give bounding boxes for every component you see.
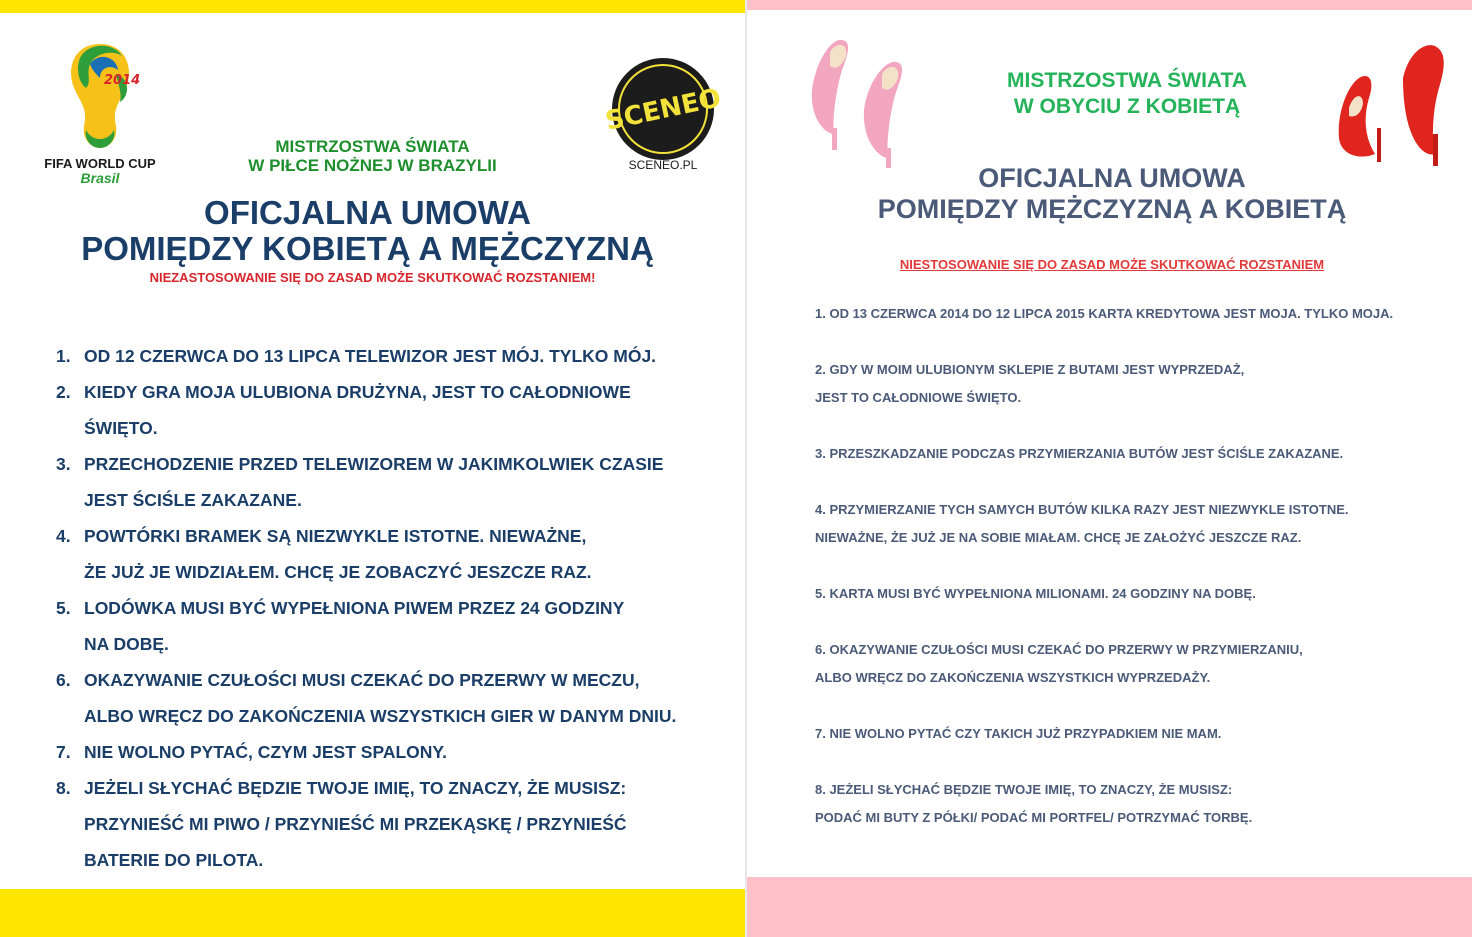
left-competition-line2: W PIŁCE NOŻNEJ W BRAZYLII bbox=[248, 156, 497, 175]
left-warning-text: NIEZASTOSOWANIE SIĘ DO ZASAD MOŻE SKUTKOWAĆ ROZSTANIEM! bbox=[149, 270, 596, 285]
left-rule-number: 3. bbox=[56, 454, 71, 474]
left-rule-line bbox=[56, 662, 736, 698]
left-rule-number: 8. bbox=[56, 778, 71, 798]
right-rule-item bbox=[815, 300, 1465, 328]
left-rule-line bbox=[56, 554, 736, 590]
right-rule-item bbox=[815, 636, 1465, 692]
left-rule-number: 6. bbox=[56, 670, 71, 690]
right-competition-line2: W OBYCIU Z KOBIETĄ bbox=[1013, 95, 1241, 118]
left-top-yellow-bar bbox=[0, 0, 745, 13]
right-rule-item bbox=[815, 776, 1465, 832]
left-rule-line bbox=[56, 518, 736, 554]
left-bottom-yellow-bar bbox=[0, 889, 745, 937]
left-rule-number: 2. bbox=[56, 382, 71, 402]
right-rule-line: NIEWAŻNE, ŻE JUŻ JE NA SOBIE MIAŁAM. CHCĘ JE ZAŁOŻYĆ JESZCZE RAZ. bbox=[815, 530, 1302, 545]
right-rule-spacer bbox=[815, 608, 1465, 636]
right-title-line1: OFICJALNA UMOWA bbox=[978, 163, 1246, 193]
left-competition-heading bbox=[200, 137, 545, 175]
right-rule-line: JEST TO CAŁODNIOWE ŚWIĘTO. bbox=[815, 390, 1022, 405]
right-rule-spacer bbox=[815, 748, 1465, 776]
right-rule-line: 1. OD 13 CZERWCA 2014 DO 12 LIPCA 2015 KARTA KREDYTOWA JEST MOJA. TYLKO MOJA. bbox=[815, 306, 1394, 321]
pink-high-heels-icon bbox=[802, 30, 942, 170]
right-rule-spacer bbox=[815, 692, 1465, 720]
left-rule-line bbox=[56, 734, 736, 770]
left-rule-text: JEST ŚCIŚLE ZAKAZANE. bbox=[84, 490, 302, 510]
right-title-line2: POMIĘDZY MĘŻCZYZNĄ A KOBIETĄ bbox=[877, 194, 1347, 224]
right-rule-item bbox=[815, 580, 1465, 608]
right-rule-line: 5. KARTA MUSI BYĆ WYPEŁNIONA MILIONAMI. 24 GODZINY NA DOBĘ. bbox=[815, 586, 1256, 601]
svg-text:SCENEO: SCENEO bbox=[602, 83, 724, 137]
left-rule-text: OKAZYWANIE CZUŁOŚCI MUSI CZEKAĆ DO PRZERWY W MECZU, bbox=[84, 670, 640, 690]
right-rule-spacer bbox=[815, 412, 1465, 440]
left-rule-indent bbox=[56, 698, 84, 734]
left-rule-text: KIEDY GRA MOJA ULUBIONA DRUŻYNA, JEST TO CAŁODNIOWE bbox=[84, 382, 631, 402]
right-rule-line: 3. PRZESZKADZANIE PODCZAS PRZYMIERZANIA BUTÓW JEST ŚCIŚLE ZAKAZANE. bbox=[815, 446, 1344, 461]
left-rule-line bbox=[56, 482, 736, 518]
left-rule-indent bbox=[56, 842, 84, 878]
left-title-line1: OFICJALNA UMOWA bbox=[204, 194, 531, 231]
left-rule-text: ŻE JUŻ JE WIDZIAŁEM. CHCĘ JE ZOBACZYĆ JESZCZE RAZ. bbox=[84, 562, 592, 582]
left-rule-text: NIE WOLNO PYTAĆ, CZYM JEST SPALONY. bbox=[84, 742, 447, 762]
left-rule-text: PRZYNIEŚĆ MI PIWO / PRZYNIEŚĆ MI PRZEKĄSKĘ / PRZYNIEŚĆ bbox=[84, 814, 627, 834]
right-competition-heading bbox=[952, 68, 1302, 120]
left-rule-text: ŚWIĘTO. bbox=[84, 418, 158, 438]
left-rule-line bbox=[56, 590, 736, 626]
left-rule-indent bbox=[56, 554, 84, 590]
left-title-line2: POMIĘDZY KOBIETĄ A MĘŻCZYZNĄ bbox=[81, 230, 654, 267]
left-rule-line bbox=[56, 446, 736, 482]
right-rule-line: ALBO WRĘCZ DO ZAKOŃCZENIA WSZYSTKICH WYPRZEDAŻY. bbox=[815, 670, 1211, 685]
left-rule-number: 4. bbox=[56, 526, 71, 546]
left-rule-number: 5. bbox=[56, 598, 71, 618]
right-contract-panel bbox=[747, 0, 1472, 937]
left-rule-indent bbox=[56, 806, 84, 842]
left-rules-list bbox=[56, 338, 736, 878]
right-rule-line: 2. GDY W MOIM ULUBIONYM SKLEPIE Z BUTAMI JEST WYPRZEDAŻ, bbox=[815, 362, 1245, 377]
left-rule-text: NA DOBĘ. bbox=[84, 634, 169, 654]
right-contract-title bbox=[807, 163, 1417, 225]
left-rule-text: POWTÓRKI BRAMEK SĄ NIEZWYKLE ISTOTNE. NIEWAŻNE, bbox=[84, 526, 587, 546]
right-bottom-pink-bar bbox=[747, 877, 1472, 937]
right-rule-line: PODAĆ MI BUTY Z PÓŁKI/ PODAĆ MI PORTFEL/ POTRZYMAĆ TORBĘ. bbox=[815, 810, 1253, 825]
right-rule-spacer bbox=[815, 328, 1465, 356]
left-rule-text: BATERIE DO PILOTA. bbox=[84, 850, 264, 870]
left-rule-text: PRZECHODZENIE PRZED TELEWIZOREM W JAKIMKOLWIEK CZASIE bbox=[84, 454, 664, 474]
left-rule-indent bbox=[56, 626, 84, 662]
right-rule-spacer bbox=[815, 468, 1465, 496]
sceneo-logo-caption: SCENEO.PL bbox=[628, 158, 698, 172]
left-rule-text: OD 12 CZERWCA DO 13 LIPCA TELEWIZOR JEST MÓJ. TYLKO MÓJ. bbox=[84, 346, 657, 366]
left-rule-text: JEŻELI SŁYCHAĆ BĘDZIE TWOJE IMIĘ, TO ZNACZY, ŻE MUSISZ: bbox=[84, 778, 627, 798]
fifa-logo-line2: Brasil bbox=[80, 170, 120, 186]
right-rule-line: 4. PRZYMIERZANIE TYCH SAMYCH BUTÓW KILKA RAZY JEST NIEZWYKLE ISTOTNE. bbox=[815, 502, 1349, 517]
left-rule-indent bbox=[56, 482, 84, 518]
sceneo-logo-icon bbox=[602, 56, 724, 162]
left-competition-line1: MISTRZOSTWA ŚWIATA bbox=[275, 137, 470, 156]
left-rule-line bbox=[56, 698, 736, 734]
left-rule-line bbox=[56, 806, 736, 842]
right-rule-line: 7. NIE WOLNO PYTAĆ CZY TAKICH JUŻ PRZYPADKIEM NIE MAM. bbox=[815, 726, 1222, 741]
right-rule-line: 6. OKAZYWANIE CZUŁOŚCI MUSI CZEKAĆ DO PRZERWY W PRZYMIERZANIU, bbox=[815, 642, 1303, 657]
fifa-logo-caption bbox=[40, 157, 160, 185]
right-rule-item bbox=[815, 720, 1465, 748]
fifa-logo-line1: FIFA WORLD CUP bbox=[44, 156, 156, 171]
right-competition-line1: MISTRZOSTWA ŚWIATA bbox=[1007, 69, 1247, 92]
left-rule-number: 1. bbox=[56, 346, 71, 366]
right-warning-text: NIESTOSOWANIE SIĘ DO ZASAD MOŻE SKUTKOWAĆ ROZSTANIEM bbox=[899, 257, 1325, 272]
left-rule-line bbox=[56, 410, 736, 446]
left-rule-indent bbox=[56, 410, 84, 446]
left-contract-title bbox=[30, 195, 705, 267]
left-rule-number: 7. bbox=[56, 742, 71, 762]
left-rule-line bbox=[56, 338, 736, 374]
right-rule-line: 8. JEŻELI SŁYCHAĆ BĘDZIE TWOJE IMIĘ, TO ZNACZY, ŻE MUSISZ: bbox=[815, 782, 1233, 797]
left-rule-line bbox=[56, 374, 736, 410]
right-rule-item bbox=[815, 496, 1465, 552]
left-rule-line bbox=[56, 842, 736, 878]
left-rule-line bbox=[56, 770, 736, 806]
red-high-heels-icon bbox=[1335, 38, 1460, 168]
right-rules-list bbox=[815, 300, 1465, 832]
left-rule-text: LODÓWKA MUSI BYĆ WYPEŁNIONA PIWEM PRZEZ 24 GODZINY bbox=[84, 598, 625, 618]
left-rule-text: ALBO WRĘCZ DO ZAKOŃCZENIA WSZYSTKICH GIER W DANYM DNIU. bbox=[84, 706, 677, 726]
svg-text:2014: 2014 bbox=[104, 73, 141, 88]
right-rule-spacer bbox=[815, 552, 1465, 580]
right-rule-item bbox=[815, 440, 1465, 468]
right-top-pink-bar bbox=[747, 0, 1472, 10]
right-rule-item bbox=[815, 356, 1465, 412]
left-rule-line bbox=[56, 626, 736, 662]
